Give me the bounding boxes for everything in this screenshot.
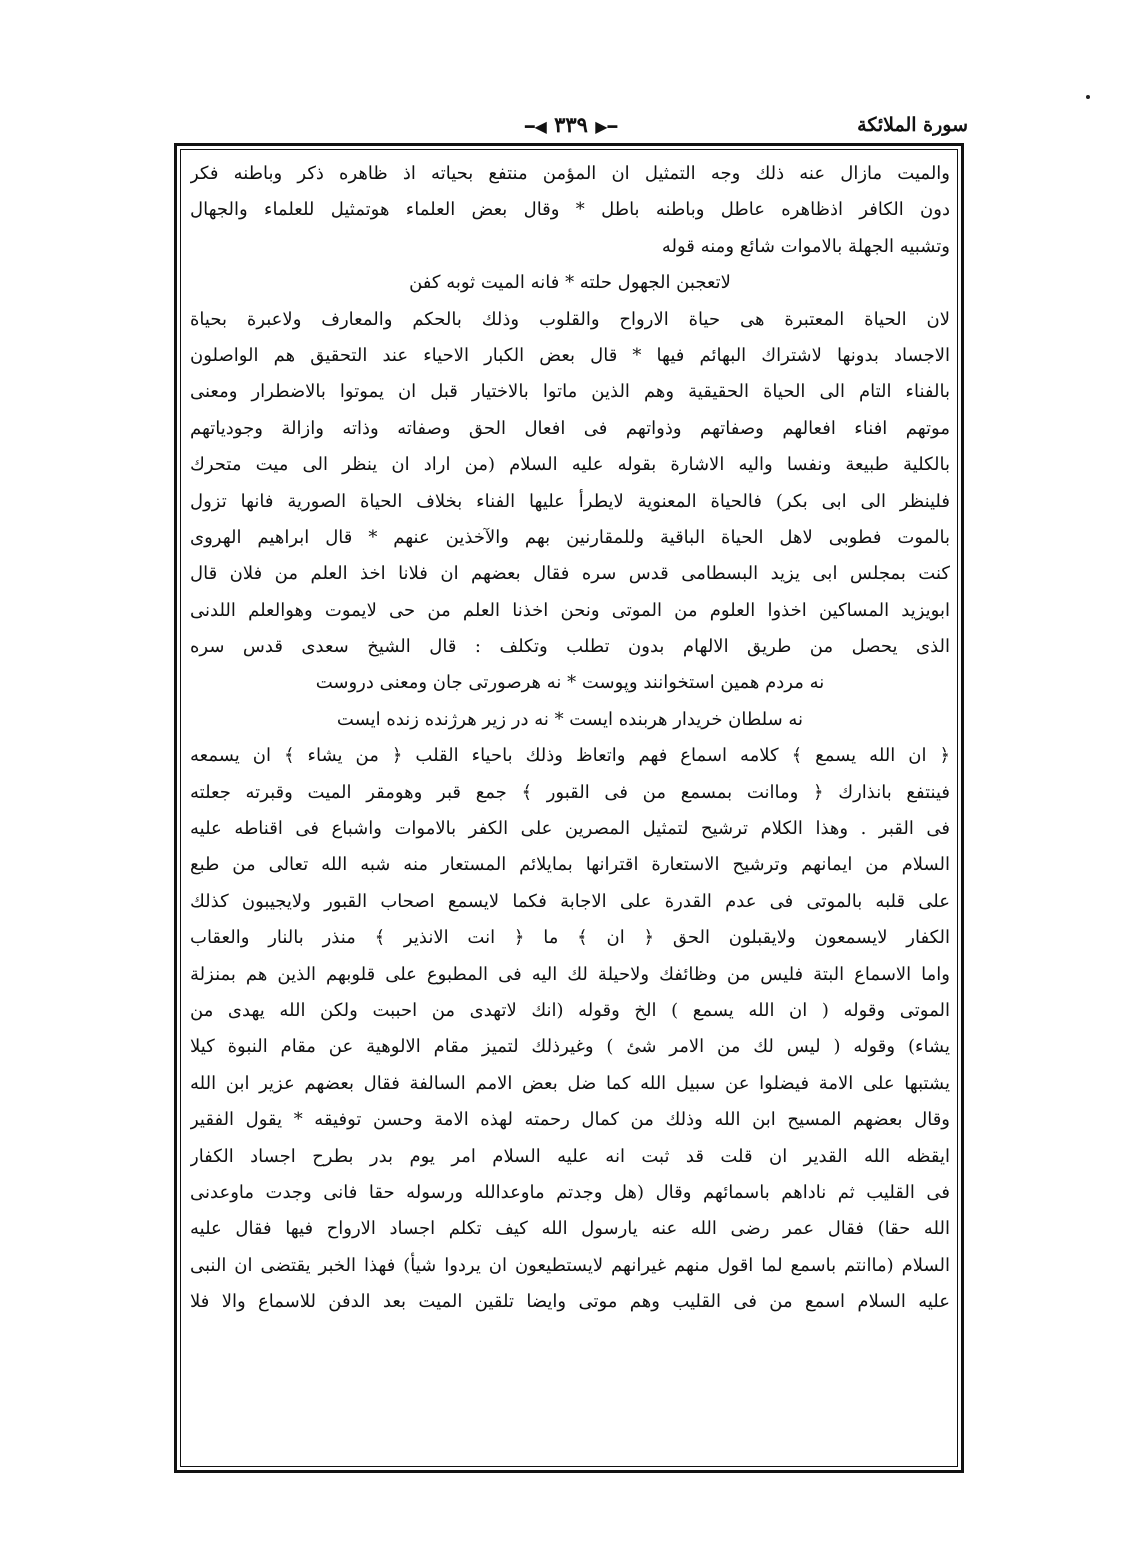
text-line: الله حقا) فقال عمر رضى الله عنه يارسول الله كيف تكلم اجساد الارواح فيها فقال عليه bbox=[190, 1218, 950, 1240]
text-line: الموتى وقوله ( ان الله يسمع ) الخ وقوله (انك لاتهدى من احببت ولكن الله يهدى من bbox=[190, 999, 950, 1021]
text-line: يشتبها على الامة فيضلوا عن سبيل الله كما ضل بعض الامم السالفة فقال بعضهم عزير ابن الله bbox=[190, 1072, 950, 1094]
text-body bbox=[190, 156, 950, 1321]
text-line: يشاء) وقوله ( ليس لك من الامر شئ ) وغيرذلك لتميز مقام الالوهية عن مقام النبوة كيلا bbox=[190, 1036, 950, 1058]
text-line: بالكلية طبيعة ونفسا واليه الاشارة بقوله عليه السلام (من اراد ان ينظر الى ميت متحرك bbox=[190, 454, 950, 476]
text-line: ابويزيد المساكين اخذوا العلوم من الموتى ونحن اخذنا العلم من حى لايموت وهوالعلم اللدنى bbox=[190, 599, 950, 621]
page-number-block bbox=[525, 112, 617, 137]
text-line: واما الاسماع البتة فليس من وظائفك ولاحيلة لك اليه فى المطبوع على قلوبهم الذين هم بمنزلة bbox=[190, 963, 950, 985]
text-line: ايقظه الله القدير ان قلت قد ثبت انه عليه السلام امر يوم بدر بطرح اجساد الكفار bbox=[190, 1145, 950, 1167]
text-line: على قلبه بالموتى فى عدم القدرة على الاجابة فكما لايسمع اصحاب القبور ولايجيبون كذلك bbox=[190, 890, 950, 912]
text-line: ﴿ ان الله يسمع ﴾ كلامه اسماع فهم واتعاظ وذلك باحياء القلب ﴿ من يشاء ﴾ ان يسمعه bbox=[190, 745, 950, 767]
text-line: الذى يحصل من طريق الالهام بدون تطلب وتكلف : قال الشيخ سعدى قدس سره bbox=[190, 636, 950, 658]
text-line: بالفناء التام الى الحياة الحقيقية وهم الذين ماتوا بالاختيار قبل ان يموتوا بالاضطرار ومعنى bbox=[190, 381, 950, 403]
text-line: الاجساد بدونها لاشتراك البهائم فيها * قال بعض الكبار الاحياء عند التحقيق هم الواصلون bbox=[190, 344, 950, 366]
text-line: السلام (ماانتم باسمع لما اقول منهم غيرانهم لايستطيعون ان يردوا شيأ) فهذا الخبر يقتضى ان النبى bbox=[190, 1254, 950, 1276]
ornament-left-icon: ◀━ bbox=[524, 117, 547, 136]
text-line: الكفار لايسمعون ولايقبلون الحق ﴿ ان ﴾ ما ﴿ انت الانذير ﴾ منذر بالنار والعقاب bbox=[190, 927, 950, 949]
text-line: فى القليب ثم ناداهم باسمائهم وقال (هل وجدتم ماوعدالله ورسوله حقا فانى وجدت ماوعدنى bbox=[190, 1181, 950, 1203]
text-line: فلينظر الى ابى بكر) فالحياة المعنوية لايطرأ عليها الفناء بخلاف الحياة الصورية فانها تزول bbox=[190, 490, 950, 512]
text-line: فى القبر . وهذا الكلام ترشيح لتمثيل المصرين على الكفر بالاموات واشباع فى اقناطه عليه bbox=[190, 818, 950, 840]
text-line: وتشبيه الجهلة بالاموات شائع ومنه قوله bbox=[661, 235, 950, 257]
text-line: دون الكافر اذظاهره عاطل وباطنه باطل * وقال بعض العلماء هوتمثيل للعلماء والجهال bbox=[190, 199, 950, 221]
text-line: السلام من ايمانهم وترشيح الاستعارة اقترانها بمايلائم المستعار منه شبه الله تعالى من طبع bbox=[190, 854, 950, 876]
page-number: ٣٣٩ bbox=[554, 112, 588, 137]
page-header bbox=[174, 112, 968, 144]
text-line: عليه السلام اسمع من فى القليب وهم موتى وايضا تلقين الميت بعد الدفن للاسماع والا فلا bbox=[190, 1291, 950, 1313]
stray-mark bbox=[1086, 95, 1090, 99]
text-line: موتهم افناء افعالهم وصفاتهم وذواتهم فى افعال الحق وصفاته وذاته وازالة وجودياتهم bbox=[190, 417, 950, 439]
ornament-right-icon: ━▶ bbox=[595, 117, 618, 136]
text-line: لان الحياة المعتبرة هى حياة الارواح والقلوب وذلك بالحكم والمعارف ولاعبرة بحياة bbox=[190, 308, 950, 330]
text-line: لاتعجبن الجهول حلته * فانه الميت ثوبه كفن bbox=[409, 272, 731, 294]
text-line: بالموت فطوبى لاهل الحياة الباقية وللمقارنين بهم والآخذين عنهم * قال ابراهيم الهروى bbox=[190, 526, 950, 548]
text-line: فينتفع بانذارك ﴿ وماانت بمسمع من فى القبور ﴾ جمع قبر وهومقر الميت وقبرته جعلته bbox=[190, 781, 950, 803]
text-line: كنت بمجلس ابى يزيد البسطامى قدس سره فقال بعضهم ان فلانا اخذ العلم من فلان قال bbox=[190, 563, 950, 585]
text-line: نه مردم همين استخوانند وپوست * نه هرصورتى جان ومعنى دروست bbox=[315, 672, 825, 694]
text-line: وقال بعضهم المسيح ابن الله وذلك من كمال رحمته لهذه الامة وحسن توفيقه * يقول الفقير bbox=[190, 1109, 950, 1131]
text-line: والميت مازال عنه ذلك وجه التمثيل ان المؤمن منتفع بحياته اذ ظاهره ذكر وباطنه فكر bbox=[190, 163, 950, 184]
text-line: نه سلطان خريدار هربنده ايست * نه در زير هرژنده زنده ايست bbox=[336, 708, 804, 730]
surah-name: سورة الملائكة bbox=[857, 114, 968, 136]
